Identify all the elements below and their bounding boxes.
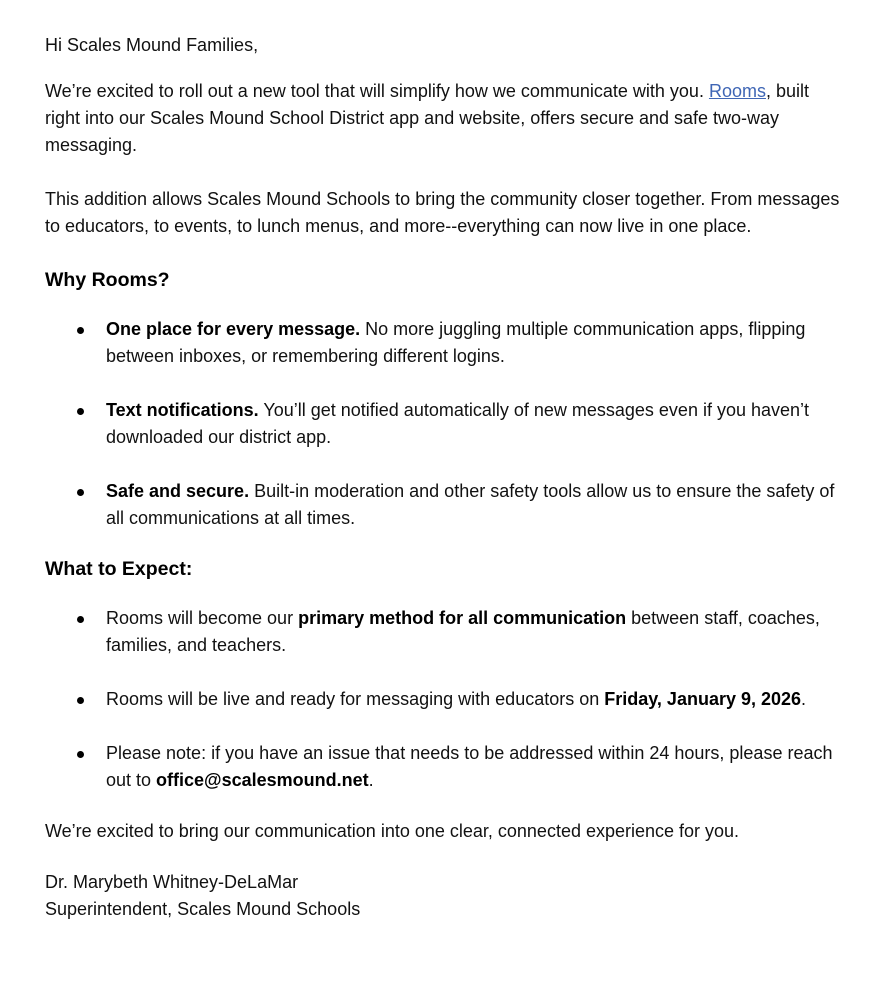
list-item-bold: primary method for all communication bbox=[298, 608, 627, 628]
what-to-expect-list bbox=[45, 605, 844, 794]
bullet-icon bbox=[77, 489, 84, 496]
signature-block bbox=[45, 869, 844, 923]
rooms-link[interactable]: Rooms bbox=[708, 81, 766, 101]
why-rooms-list bbox=[45, 316, 844, 532]
list-item bbox=[45, 316, 844, 370]
launch-date: Friday, January 9, 2026 bbox=[604, 689, 802, 709]
list-item-bold: Text notifications. bbox=[106, 400, 259, 420]
list-item-bold: One place for every message. bbox=[106, 319, 361, 339]
bullet-icon bbox=[77, 408, 84, 415]
office-email: office@scalesmound.net bbox=[156, 770, 369, 790]
list-item-text: Rooms will become our bbox=[106, 608, 299, 628]
list-item-text: between staff, coaches, families, and teachers. bbox=[106, 608, 820, 655]
list-item bbox=[45, 478, 844, 532]
intro-text-before: We’re excited to roll out a new tool that will simplify how we communicate with you. bbox=[45, 81, 709, 101]
list-item-text: Rooms will be live and ready for messaging with educators on bbox=[106, 689, 605, 709]
intro-text-after: , built right into our Scales Mound School District app and website, offers secure and safe two-way messaging. bbox=[45, 81, 809, 155]
bullet-icon bbox=[77, 697, 84, 704]
list-item-text: . bbox=[801, 689, 807, 709]
list-item-text: No more juggling multiple communication apps, flipping between inboxes, or remembering different logins. bbox=[106, 319, 806, 366]
greeting: Hi Scales Mound Families, bbox=[45, 35, 259, 55]
signature-title: Superintendent, Scales Mound Schools bbox=[45, 899, 361, 919]
closing-paragraph: We’re excited to bring our communication into one clear, connected experience for you. bbox=[45, 821, 740, 841]
why-rooms-heading: Why Rooms? bbox=[45, 269, 170, 291]
list-item-text: Built-in moderation and other safety tools allow us to ensure the safety of all communications at all times. bbox=[106, 481, 835, 528]
list-item bbox=[45, 740, 844, 794]
list-item-text: . bbox=[368, 770, 374, 790]
intro-paragraph bbox=[45, 78, 844, 159]
community-paragraph: This addition allows Scales Mound Schools to bring the community closer together. From messages to educators, to events, to lunch menus, and more--everything can now live in one place. bbox=[45, 189, 840, 236]
list-item-bold: Safe and secure. bbox=[106, 481, 250, 501]
list-item-text: You’ll get notified automatically of new messages even if you haven’t downloaded our district app. bbox=[106, 400, 810, 447]
bullet-icon bbox=[77, 327, 84, 334]
list-item-text: Please note: if you have an issue that needs to be addressed within 24 hours, please reach out to bbox=[106, 743, 833, 790]
what-to-expect-heading: What to Expect: bbox=[45, 558, 193, 580]
list-item bbox=[45, 397, 844, 451]
bullet-icon bbox=[77, 616, 84, 623]
list-item bbox=[45, 605, 844, 659]
bullet-icon bbox=[77, 751, 84, 758]
list-item bbox=[45, 686, 844, 713]
signature-name: Dr. Marybeth Whitney-DeLaMar bbox=[45, 872, 299, 892]
